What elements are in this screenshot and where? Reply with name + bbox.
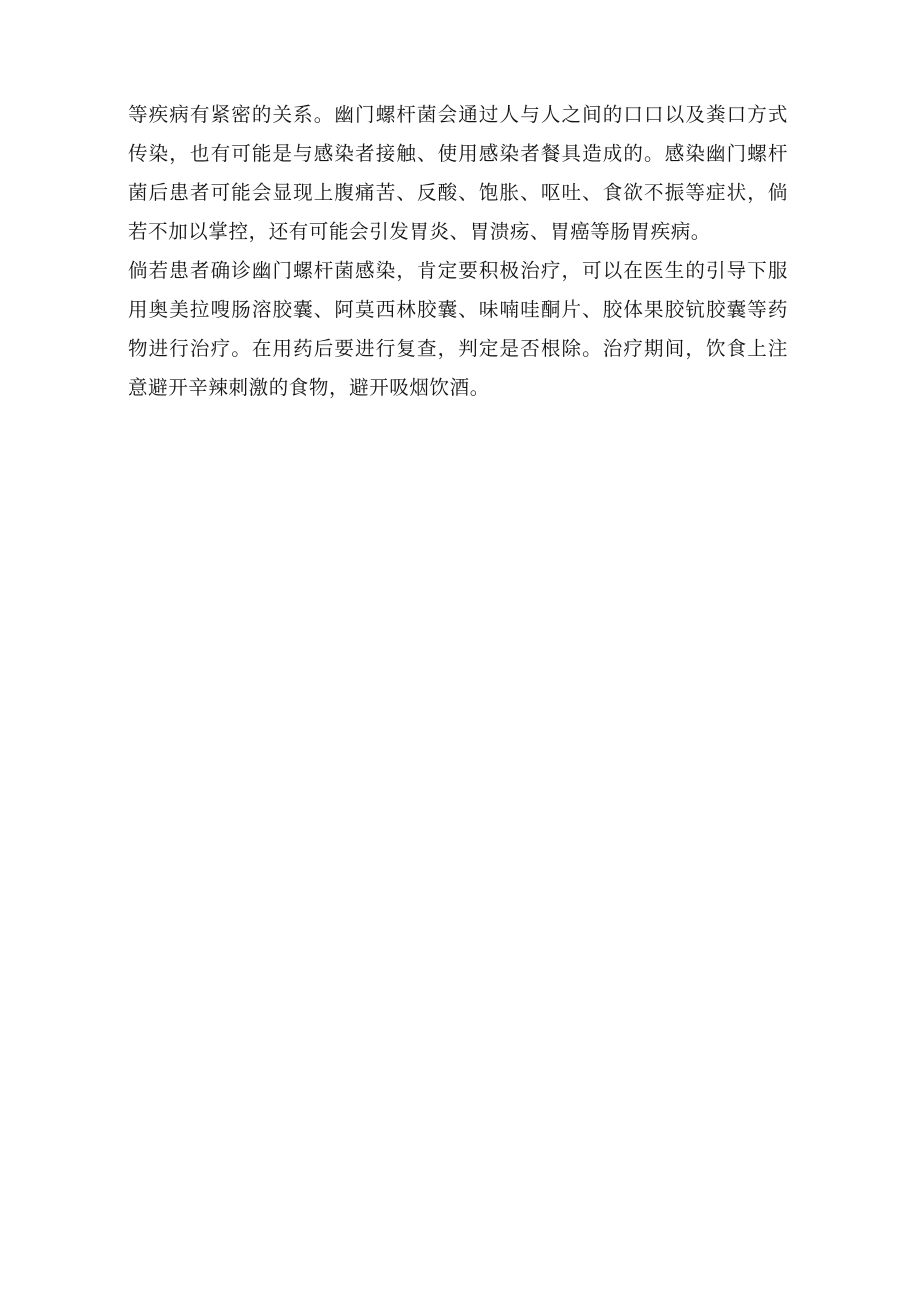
document-body xyxy=(128,96,788,408)
paragraph-2: 倘若患者确诊幽门螺杆菌感染，肯定要积极治疗，可以在医生的引导下服用奥美拉嗖肠溶胶囊、阿莫西林胶囊、味喃哇酮片、胶体果胶钪胶囊等药物进行治疗。在用药后要进行复查，判定是否根除。治疗期间，饮食上注意避开辛辣刺激的食物，避开吸烟饮酒。 xyxy=(128,260,788,399)
paragraph-1: 等疾病有紧密的关系。幽门螺杆菌会通过人与人之间的口口以及粪口方式传染，也有可能是与感染者接触、使用感染者餐具造成的。感染幽门螺杆菌后患者可能会显现上腹痛苦、反酸、饱胀、呕吐、食欲不振等症状，倘若不加以掌控，还有可能会引发胃炎、胃溃疡、胃癌等肠胃疾病。 xyxy=(128,104,788,243)
